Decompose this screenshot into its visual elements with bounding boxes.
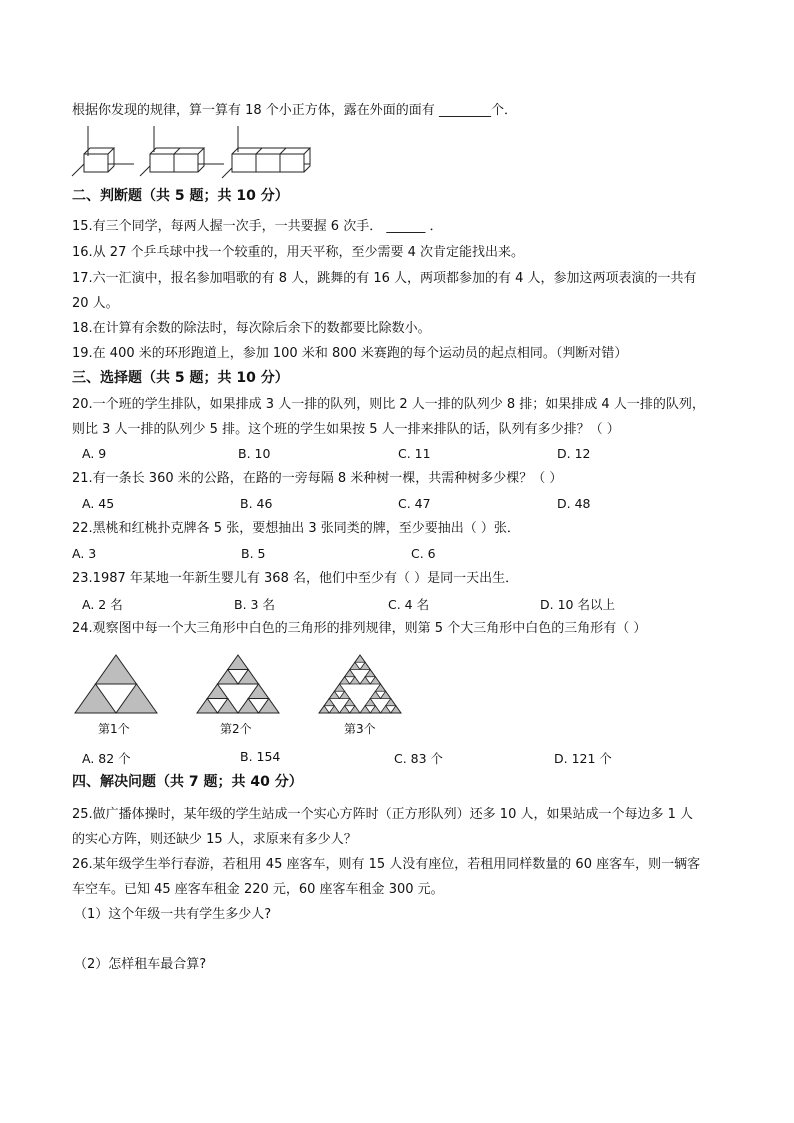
q23-option-a[interactable]: A. 2 名 — [82, 597, 123, 612]
q23-option-c[interactable]: C. 4 名 — [388, 597, 430, 612]
intro-text: 根据你发现的规律，算一算有 18 个小正方体，露在外面的面有 ________个． — [72, 103, 517, 118]
q24-option-a[interactable]: A. 82 个 — [82, 751, 131, 766]
q22-option-c[interactable]: C. 6 — [411, 546, 436, 561]
cube-figure-2 — [140, 126, 224, 176]
question-17-line1: 17.六一汇演中，报名参加唱歌的有 8 人，跳舞的有 16 人，两项都参加的有 4 人，参加这两项表演的一共有 — [72, 271, 697, 286]
triangle-figure-1 — [74, 654, 158, 714]
q21-option-c[interactable]: C. 47 — [398, 496, 431, 511]
q20-option-d[interactable]: D. 12 — [557, 446, 591, 461]
question-20-line2: 则比 3 人一排的队列少 5 排。这个班的学生如果按 5 人一排来排队的话，队列有多少排？（ ） — [72, 422, 620, 437]
q24-option-b[interactable]: B. 154 — [240, 749, 281, 764]
question-22: 22.黑桃和红桃扑克牌各 5 张，要想抽出 3 张同类的牌，至少要抽出（ ）张． — [72, 521, 520, 536]
question-18: 18.在计算有余数的除法时，每次除后余下的数都要比除数小。 — [72, 321, 431, 336]
q22-option-a[interactable]: A. 3 — [72, 546, 97, 561]
q20-option-b[interactable]: B. 10 — [238, 446, 271, 461]
question-19: 19.在 400 米的环形跑道上，参加 100 米和 800 米赛跑的每个运动员的起点相同。（判断对错） — [72, 346, 628, 361]
section4-heading: 四、解决问题（共 7 题；共 40 分） — [72, 774, 303, 790]
figure-caption-1: 第1个 — [98, 722, 130, 736]
cubes-figure — [70, 126, 330, 181]
cube-figure-1 — [72, 126, 134, 176]
question-26-part2: （2）怎样租车最合算? — [74, 957, 207, 972]
question-25-line2: 的实心方阵，则还缺少 15 人，求原来有多少人？ — [72, 832, 357, 847]
triangle-figure-2 — [196, 654, 280, 714]
section3-heading: 三、选择题（共 5 题；共 10 分） — [72, 370, 289, 386]
q22-option-b[interactable]: B. 5 — [241, 546, 266, 561]
q24-option-d[interactable]: D. 121 个 — [554, 751, 612, 766]
question-15: 15.有三个同学，每两人握一次手，一共要握 6 次手． ______ ． — [72, 219, 443, 234]
question-24: 24.观察图中每一个大三角形中白色的三角形的排列规律，则第 5 个大三角形中白色的三角形有（ ） — [72, 621, 647, 636]
q20-option-c[interactable]: C. 11 — [398, 446, 431, 461]
figure-caption-3: 第3个 — [344, 722, 376, 736]
question-21: 21.有一条长 360 米的公路，在路的一旁每隔 8 米种树一棵，共需种树多少棵？（ ） — [72, 471, 563, 486]
q21-option-d[interactable]: D. 48 — [557, 496, 591, 511]
figure-caption-2: 第2个 — [220, 722, 252, 736]
question-26-line2: 车空车。已知 45 座客车租金 220 元，60 座客车租金 300 元。 — [72, 882, 444, 897]
q23-option-d[interactable]: D. 10 名以上 — [540, 597, 615, 612]
question-23: 23.1987 年某地一年新生婴儿有 368 名，他们中至少有（ ）是同一天出生． — [72, 571, 519, 586]
question-16: 16.从 27 个乒乓球中找一个较重的，用天平称，至少需要 4 次肯定能找出来。 — [72, 245, 525, 260]
question-26-line1: 26.某年级学生举行春游，若租用 45 座客车，则有 15 人没有座位，若租用同样数量的 60 座客车，则一辆客 — [72, 857, 701, 872]
q23-option-b[interactable]: B. 3 名 — [234, 597, 275, 612]
section2-heading: 二、判断题（共 5 题；共 10 分） — [72, 188, 289, 204]
q21-option-b[interactable]: B. 46 — [240, 496, 273, 511]
question-26-part1: （1）这个年级一共有学生多少人? — [74, 907, 272, 922]
q20-option-a[interactable]: A. 9 — [82, 446, 107, 461]
question-17-line2: 20 人。 — [72, 296, 119, 311]
cube-figure-3 — [222, 126, 310, 178]
q21-option-a[interactable]: A. 45 — [82, 496, 115, 511]
triangle-figure-3 — [318, 654, 402, 714]
q24-option-c[interactable]: C. 83 个 — [394, 751, 444, 766]
question-20-line1: 20.一个班的学生排队，如果排成 3 人一排的队列，则比 2 人一排的队列少 8 排；如果排成 4 人一排的队列， — [72, 397, 705, 412]
question-25-line1: 25.做广播体操时，某年级的学生站成一个实心方阵时（正方形队列）还多 10 人，如果站成一个每边多 1 人 — [72, 807, 694, 822]
